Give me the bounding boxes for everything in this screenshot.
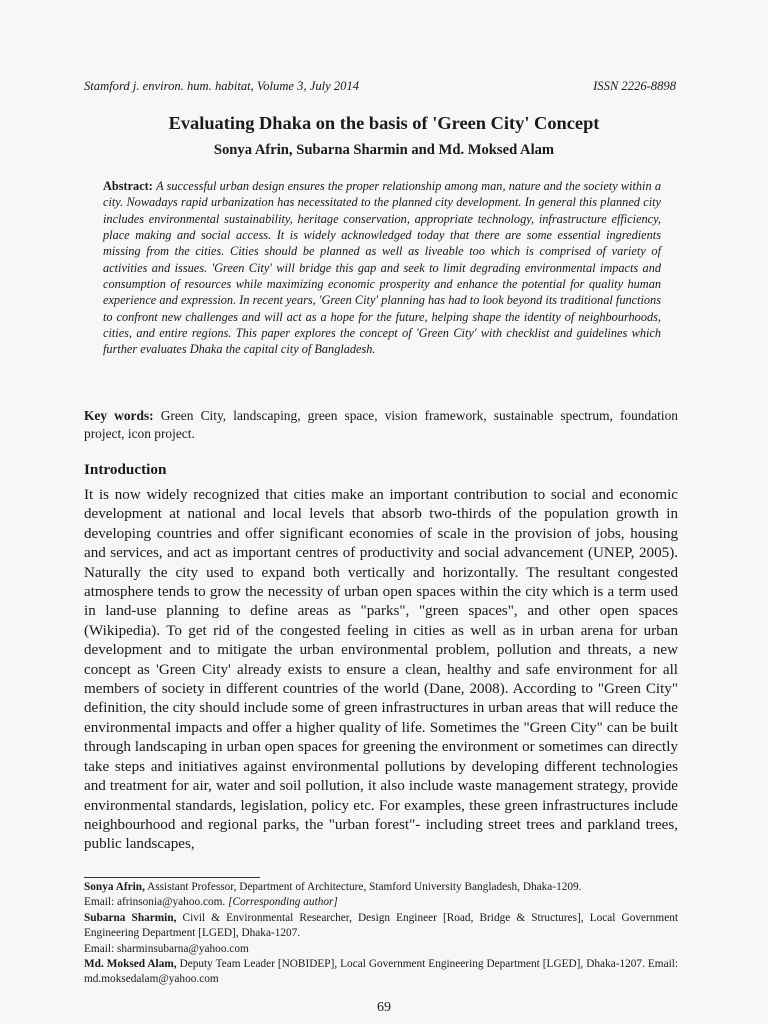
- footnote-sharmin: [84, 911, 678, 942]
- page-number: 69: [377, 1000, 391, 1015]
- footnote-divider: [84, 877, 260, 878]
- paper-title: Evaluating Dhaka on the basis of 'Green City' Concept: [168, 113, 600, 133]
- footnotes: [84, 880, 678, 988]
- footnote-afrin-affiliation: Assistant Professor, Department of Architecture, Stamford University Bangladesh, Dhaka-1209.: [147, 881, 582, 893]
- abstract-label: Abstract:: [103, 179, 153, 193]
- issn: ISSN 2226-8898: [593, 79, 676, 93]
- footnote-alam-affiliation: Deputy Team Leader [NOBIDEP], Local Government Engineering Department [LGED], Dhaka-1207. Email: md.moksedalam@yahoo.com: [84, 958, 679, 986]
- journal-header: [84, 79, 676, 94]
- footnote-sharmin-affiliation: Civil & Environmental Researcher, Design Engineer [Road, Bridge & Structures], Local Government Engineering Department [LGED], Dhaka-1207.: [84, 911, 679, 940]
- footnote-afrin-email: Email: afrinsonia@yahoo.com.: [84, 896, 226, 909]
- paper-authors: Sonya Afrin, Subarna Sharmin and Md. Moksed Alam: [213, 142, 555, 158]
- keywords-label: Key words:: [84, 408, 154, 423]
- abstract: [103, 178, 661, 358]
- journal-citation: Stamford j. environ. hum. habitat, Volume 3, July 2014: [84, 79, 360, 93]
- footnote-afrin-name: Sonya Afrin,: [84, 881, 145, 893]
- footnote-afrin-contact: [84, 895, 678, 910]
- introduction-text: It is now widely recognized that cities make an important contribution to social and economic development at national and local levels that absorb two-thirds of the population growth in developing countries and offer significant economies of scale in the provision of jobs, housing and services, and act as important centres of productivity and social advancement (UNEP, 2005). Naturally the city used to expand both vertically and horizontally. The resultant congested atmosphere tends to grow the necessity of urban open spaces within the city which is a term used in land-use planning to define areas as "parks", "green spaces", and other open spaces (Wikipedia). To get rid of the congested feeling in cities as well as in urban arena for urban development and to mitigate the urban environmental problem, pollution and threats, a new concept as 'Green City' already exists to ensure a clean, healthy and safe environment for all members of society in different countries of the world (Dane, 2008). According to "Green City" definition, the city should include some of green infrastructures in urban areas that will reduce the environmental impacts and offer a higher quality of life. Sometimes the "Green City" can be built through landscaping in urban open spaces for greening the environment or sometimes can directly take steps and initiatives against environmental pollutions by developing different technologies and treatment for air, water and soil pollution, it also include waste management strategy, provide environmental standards, legislation, policy etc. For examples, these green infrastructures include neighbourhood and regional parks, the "urban forest"- including street trees and parkland trees, public landscapes,: [84, 487, 678, 853]
- footnote-corresponding: [Corresponding author]: [228, 896, 338, 909]
- footnote-alam-name: Md. Moksed Alam,: [84, 958, 177, 971]
- footnote-sharmin-name: Subarna Sharmin,: [84, 911, 177, 924]
- keywords: [84, 407, 678, 443]
- footnote-afrin: [84, 880, 678, 895]
- footnote-sharmin-email: Email: sharminsubarna@yahoo.com: [84, 942, 249, 955]
- footnote-alam: [84, 957, 678, 988]
- abstract-text: A successful urban design ensures the proper relationship among man, nature and the society within a city. Nowadays rapid urbanization has necessitated to the planned city development. In general this planned city includes environmental sustainability, heritage conservation, appropriate technology, infrastructure efficiency, place making and social access. It is widely acknowledged today that there are some essential ingredients missing from the cities. Cities should be planned as well as liveable too which is comprised of variety of activities and issues. 'Green City' will bridge this gap and seek to limit degrading environmental impacts and consumption of resources while maximizing economic prosperity and enhance the potential for quality human experience and expression. In recent years, 'Green City' planning has had to look beyond its traditional functions to confront new challenges and will act as a hope for the future, helping shape the identity of neighbourhoods, cities, and entire regions. This paper explores the concept of 'Green City' with checklist and guidelines which further evaluates Dhaka the capital city of Bangladesh.: [103, 179, 661, 357]
- introduction-heading: Introduction: [84, 461, 167, 478]
- keywords-text: Green City, landscaping, green space, vision framework, sustainable spectrum, foundation project, icon project.: [84, 408, 678, 441]
